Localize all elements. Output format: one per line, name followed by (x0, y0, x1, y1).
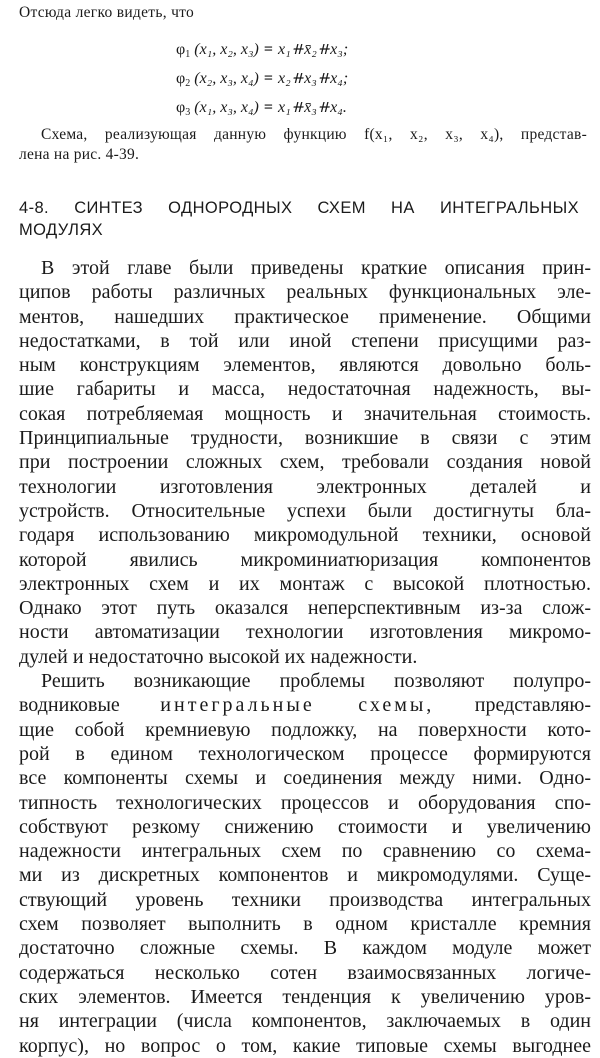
paragraph-line: все компоненты схемы и соединения между ними. Одно- (19, 767, 591, 790)
paragraph-line: Решить возникающие проблемы позволяют полупро- (41, 670, 591, 693)
paragraph-line: В этой главе были приведены краткие описания прин- (41, 257, 591, 279)
paragraph-line: схем позволяет выполнить в одном кристалле кремния (19, 913, 591, 936)
paragraph-line: дулей и недостаточно высокой их надежности. (19, 645, 418, 668)
paragraph-line: годаря использованию микромодульной техники, основой (19, 524, 591, 547)
paragraph-line: ности автоматизации технологии изготовления микромо- (19, 621, 591, 644)
paragraph-line-with-emphasis: водниковые интегральные схемы, представляю- (19, 694, 591, 717)
paragraph-line: содержаться несколько сотен взаимосвязанных логиче- (19, 961, 591, 984)
paragraph-line: Однако этот путь оказался неперспективным из-за слож- (19, 597, 591, 620)
paragraph-line: при построении сложных схем, требовали создания новой (19, 451, 591, 474)
paragraph-line: корпус), но вопрос о том, какие типовые схемы выгоднее (19, 1034, 591, 1057)
paragraph-line: технологии изготовления электронных деталей и (19, 475, 591, 498)
paragraph-line: ня интеграции (числа компонентов, заключаемых в один (19, 1010, 591, 1033)
formula-rhs: x₁⧺x̄₃⧺x₄. (278, 99, 347, 116)
paragraph-line: ских элементов. Имеется тенденция к увеличению уров- (19, 985, 591, 1008)
emphasized-term: интегральные схемы, (160, 694, 435, 717)
paragraph-line: ным конструкциям элементов, являются довольно боль- (19, 354, 591, 377)
paragraph-line: электронных схем и их монтаж с высокой плотностью. (19, 572, 591, 595)
intro-text: Отсюда легко видеть, что (19, 4, 195, 21)
paragraph-line: надежности интегральных схем по сравнению со схема- (19, 840, 591, 863)
body-text (19, 256, 591, 1058)
paragraph-line: ствующий уровень техники производства интегральных (19, 888, 591, 911)
formula-args: (x₂, x₃, x₄) (194, 70, 259, 87)
paragraph-line: устройств. Относительные успехи были достигнуты бла- (19, 499, 591, 522)
paragraph-line: ципов работы различных реальных функциональных эле- (19, 281, 591, 304)
paragraph-line: недостатками, в той или иной степени присущими раз- (19, 329, 591, 352)
paragraph-line: рой в едином технологическом процессе формируются (19, 742, 591, 765)
paragraph-line: ментов, нашедших практическое применение. Общими (19, 305, 591, 328)
paragraph-line: которой явились микроминиатюризация компонентов (19, 548, 591, 571)
formula-phi-3: $\varphi_3$ (x₁, x₃, x₄) = x₁⧺x̄₃⧺x₄. (176, 99, 347, 118)
formula-phi-1: $\varphi_1$ (x₁, x₂, x₃) = x₁⧺x̄₂⧺x₃; (176, 41, 349, 60)
paragraph-line: ми из дискретных компонентов и микромодулями. Суще- (19, 864, 591, 887)
formula-phi-2: $\varphi_2$ (x₂, x₃, x₄) = x₂⧺x₃⧺x₄; (176, 70, 349, 89)
formula-args: (x₁, x₃, x₄) (194, 99, 259, 116)
paragraph-line: Принципиальные трудности, возникшие в связи с этим (19, 427, 591, 450)
formula-rhs: x₁⧺x̄₂⧺x₃; (278, 41, 349, 58)
section-heading: 4-8. СИНТЕЗ ОДНОРОДНЫХ СХЕМ НА ИНТЕГРАЛЬНЫХ МОДУЛЯХ (19, 199, 579, 239)
paragraph-line: шие габариты и масса, недостаточная надежность, вы- (19, 378, 591, 401)
paragraph-line: достаточно сложные схемы. В каждом модуле может (19, 937, 591, 960)
formula-args: (x₁, x₂, x₃) (194, 41, 259, 58)
paragraph-line: типность технологических процессов и оборудования спо- (19, 791, 591, 814)
paragraph-line: щие собой кремниевую подложку, на поверхности кото- (19, 718, 591, 741)
scheme-reference-text: Схема, реализующая данную функцию f(x₁, x₂, x₃, x₄), представ- лена на рис. 4-39. (19, 126, 587, 163)
paragraph-line: собствуют резкому снижению стоимости и увеличению (19, 815, 591, 838)
paragraph-line: сокая потребляемая мощность и значительная стоимость. (19, 402, 591, 425)
formula-rhs: x₂⧺x₃⧺x₄; (278, 70, 349, 87)
